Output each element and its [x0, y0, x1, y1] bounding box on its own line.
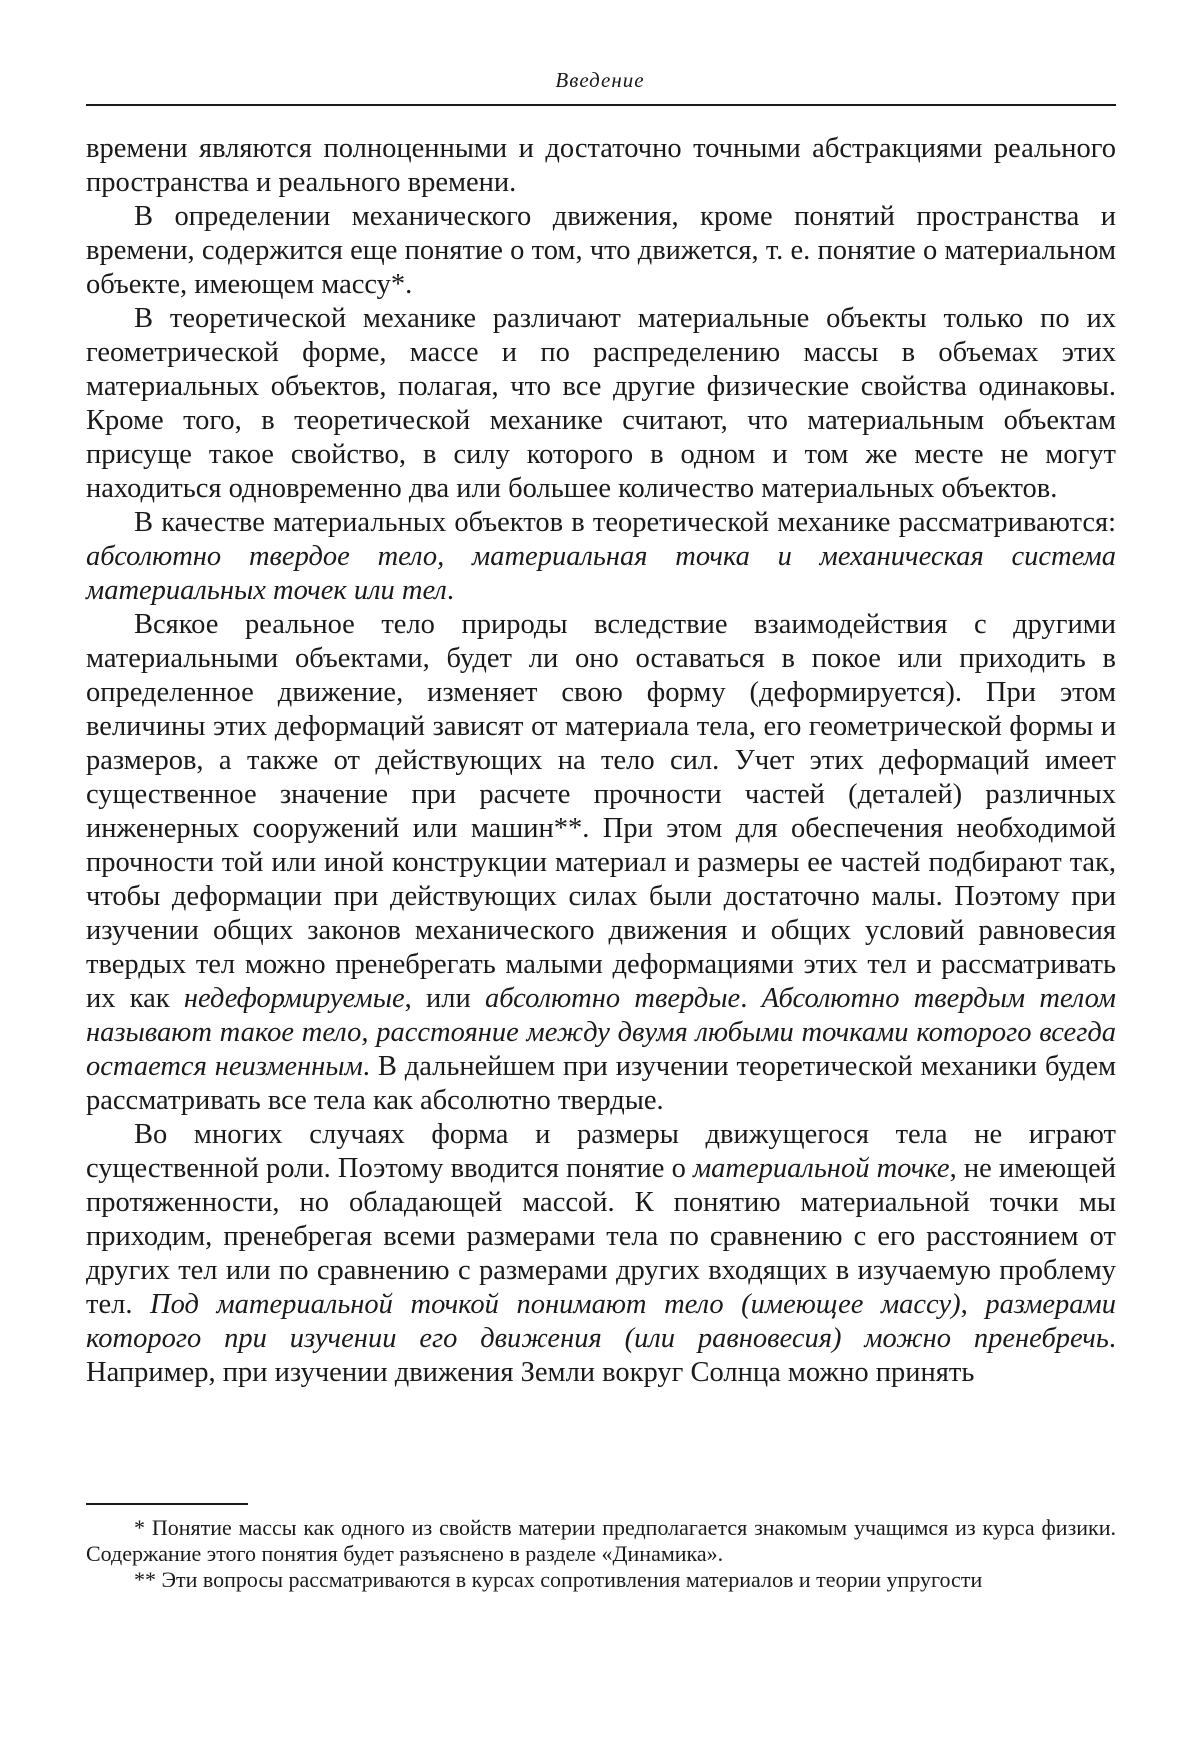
italic-text: Под материальной точкой понимают тело (имеющее массу), размерами которого при изучении его движения (или равновесия) можно пренебречь [86, 1289, 1117, 1354]
text-run: . Например, при изучении движения Земли вокруг Солнца можно принять [86, 1323, 1116, 1388]
text-run: . В дальнейшем при изучении теоретической механики будем рассматривать все тела как абсолютно твердые. [86, 1051, 1117, 1116]
italic-text: абсолютно твердые [484, 983, 741, 1014]
paragraph [86, 1118, 1116, 1390]
text-run: , или [404, 983, 485, 1014]
body-text [86, 132, 1116, 1390]
footnote: ** Эти вопросы рассматриваются в курсах сопротивления материалов и теории упругости [134, 1567, 983, 1592]
footnote: * Понятие массы как одного из свойств материи предполагается знакомым учащимся из курса физики. Содержание этого понятия будет разъяснено в разделе «Динамика». [86, 1515, 1116, 1566]
header-rule [86, 104, 1116, 106]
text-run: В теоретической механике различают материальные объекты только по их геометрической форме, массе и по распределению массы в объемах этих материальных объектов, полагая, что все другие физические свойства одинаковы. Кроме того, в теоретической механике считают, что материальным объектам присуще такое свойство, в силу которого в одном и том же месте не могут находиться одновременно два или большее количество материальных объектов. [86, 303, 1116, 504]
italic-text: абсолютно твердое тело, материальная точка и механическая система материальных точек или тел [86, 541, 1116, 606]
text-run: . [446, 575, 454, 606]
text-run: Во многих случаях форма и размеры движущегося тела не играют существенной роли. Поэтому вводится понятие о [86, 1119, 1116, 1184]
paragraph [86, 608, 1116, 1118]
text-run: времени являются полноценными и достаточно точными абстракциями реального пространства и реального времени. [86, 133, 1116, 198]
text-run: В качестве материальных объектов в теоретической механике рассматриваются: [134, 507, 1116, 538]
running-head: Введение [555, 68, 645, 92]
paragraph [86, 132, 1116, 200]
text-run: . [740, 983, 762, 1014]
italic-text: материальной точке [692, 1153, 950, 1184]
footnotes [86, 1515, 1116, 1593]
paragraph [86, 506, 1116, 608]
paragraph [86, 302, 1116, 506]
text-run: Всякое реальное тело природы вследствие взаимодействия с другими материальными объектами, будет ли оно оставаться в покое или приходить в определенное движение, изменяет свою форму (деформируется). При этом величины этих деформаций зависят от материала тела, его геометрической формы и размеров, а также от действующих на тело сил. Учет этих деформаций имеет существенное значение при расчете прочности частей (деталей) различных инженерных сооружений или машин**. При этом для обеспечения необходимой прочности той или иной конструкции материал и размеры ее частей подбирают так, чтобы деформации при действующих силах были достаточно малы. Поэтому при изучении общих законов механического движения и общих условий равновесия твердых тел можно пренебрегать малыми деформациями этих тел и рассматривать их как [86, 609, 1116, 1014]
text-run: В определении механического движения, кроме понятий пространства и времени, содержится еще понятие о том, что движется, т. е. понятие о материальном объекте, имеющем массу*. [86, 201, 1116, 300]
paragraph [86, 200, 1116, 302]
italic-text: Абсолютно твердым телом называют такое тело, расстояние между двумя любыми точками которого всегда остается неизменным [86, 983, 1116, 1082]
text-run: , не имеющей протяженности, но обладающей массой. К понятию материальной точки мы приходим, пренебрегая всеми размерами тела по сравнению с его расстоянием от других тел или по сравнению с размерами других входящих в изучаемую проблему тел. [86, 1153, 1116, 1320]
italic-text: недеформируемые [183, 983, 405, 1014]
footnote-rule [86, 1503, 248, 1505]
